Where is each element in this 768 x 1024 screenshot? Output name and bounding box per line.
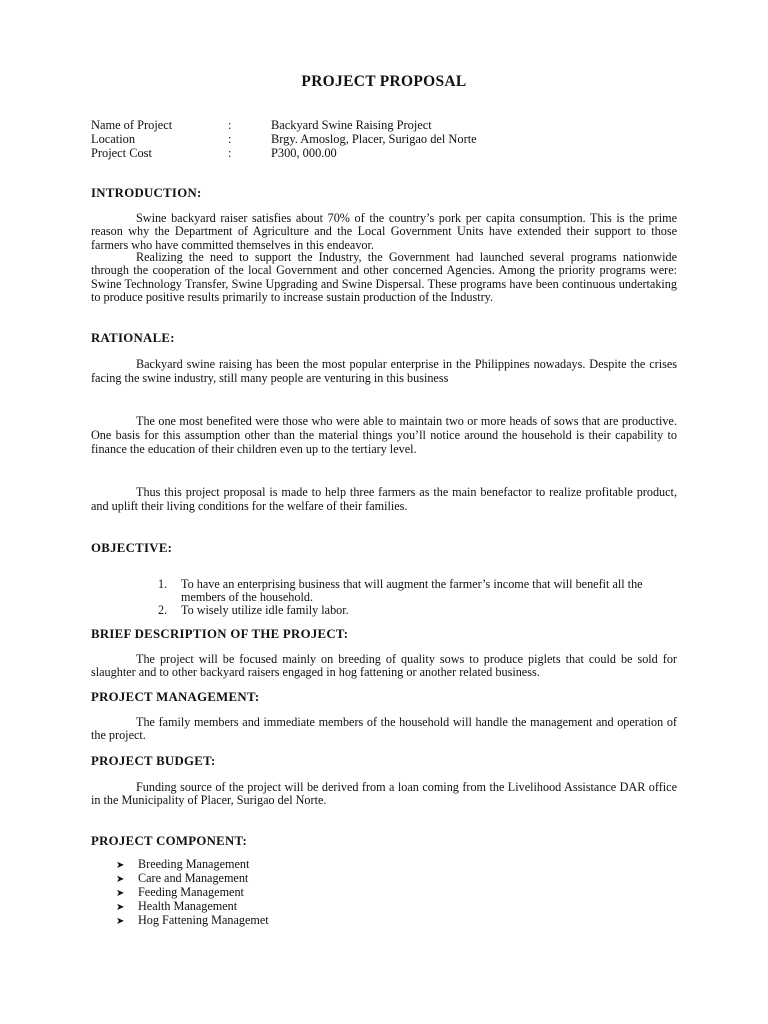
meta-label: Name of Project <box>91 118 173 132</box>
arrow-bullet-icon: ➤ <box>116 874 125 885</box>
arrow-bullet-icon: ➤ <box>116 902 125 913</box>
component-item-label: Health Management <box>138 899 238 913</box>
meta-label: Project Cost <box>91 146 152 160</box>
meta-separator: : <box>228 132 232 146</box>
objective-item-number: 1. <box>158 577 168 591</box>
meta-label: Location <box>91 132 136 146</box>
description-paragraph: The project will be focused mainly on breeding of quality sows to produce piglets that could be sold for slaughter and to other backyard raisers engaged in hog fattening or another related business. <box>91 652 677 680</box>
arrow-bullet-icon: ➤ <box>116 860 125 871</box>
component-item-label: Feeding Management <box>138 885 244 899</box>
component-item-label: Hog Fattening Managemet <box>138 913 269 927</box>
objective-heading: OBJECTIVE: <box>91 541 173 555</box>
arrow-bullet-icon: ➤ <box>116 888 125 899</box>
meta-separator: : <box>228 146 232 160</box>
management-paragraph: The family members and immediate members of the household will handle the management and operation of the project. <box>91 715 677 743</box>
budget-heading: PROJECT BUDGET: <box>91 754 216 768</box>
management-heading: PROJECT MANAGEMENT: <box>91 690 260 704</box>
meta-value: P300, 000.00 <box>271 146 337 160</box>
arrow-bullet-icon: ➤ <box>116 916 125 927</box>
description-heading: BRIEF DESCRIPTION OF THE PROJECT: <box>91 627 349 641</box>
document-title: PROJECT PROPOSAL <box>301 73 467 90</box>
component-item-label: Care and Management <box>138 871 249 885</box>
objective-item-number: 2. <box>158 603 168 617</box>
introduction-heading: INTRODUCTION: <box>91 186 202 200</box>
rationale-paragraph-2: The one most benefited were those who were able to maintain two or more heads of sows that are productive. One basis for this assumption other than the material things you’ll notice around the household is their capability to finance the education of their children even up to the tertiary level. <box>91 414 677 456</box>
rationale-paragraph-3: Thus this project proposal is made to help three farmers as the main benefactor to realize profitable product, and uplift their living conditions for the welfare of their families. <box>91 485 677 513</box>
component-heading: PROJECT COMPONENT: <box>91 834 248 848</box>
objective-item <box>158 604 678 617</box>
rationale-paragraph-1: Backyard swine raising has been the most popular enterprise in the Philippines nowadays. Despite the crises facing the swine industry, still many people are venturing in this business <box>91 357 677 385</box>
rationale-heading: RATIONALE: <box>91 331 175 345</box>
objective-item-text: To have an enterprising business that will augment the farmer’s income that will benefit all the members of the household. <box>181 577 643 605</box>
meta-separator: : <box>228 118 232 132</box>
budget-paragraph: Funding source of the project will be derived from a loan coming from the Livelihood Assistance DAR office in the Municipality of Placer, Surigao del Norte. <box>91 780 677 808</box>
introduction-paragraph-2: Realizing the need to support the Industry, the Government had launched several programs nationwide through the cooperation of the local Government and other concerned Agencies. Among the priority programs were: Swine Technology Transfer, Swine Upgrading and Swine Dispersal. These programs have been continuous undertaking to produce positive results primarily to increase sustain production of the Industry. <box>91 250 677 304</box>
objective-item <box>158 578 678 605</box>
component-list-item <box>116 913 269 929</box>
introduction-paragraph-1: Swine backyard raiser satisfies about 70% of the country’s pork per capita consumption. This is the prime reason why the Department of Agriculture and the Local Government Units have extended their support to those farmers who have committed themselves in this endeavor. <box>91 211 677 252</box>
objective-item-text: To wisely utilize idle family labor. <box>181 603 349 617</box>
meta-value: Backyard Swine Raising Project <box>271 118 432 132</box>
component-item-label: Breeding Management <box>138 857 250 871</box>
meta-value: Brgy. Amoslog, Placer, Surigao del Norte <box>271 132 477 146</box>
